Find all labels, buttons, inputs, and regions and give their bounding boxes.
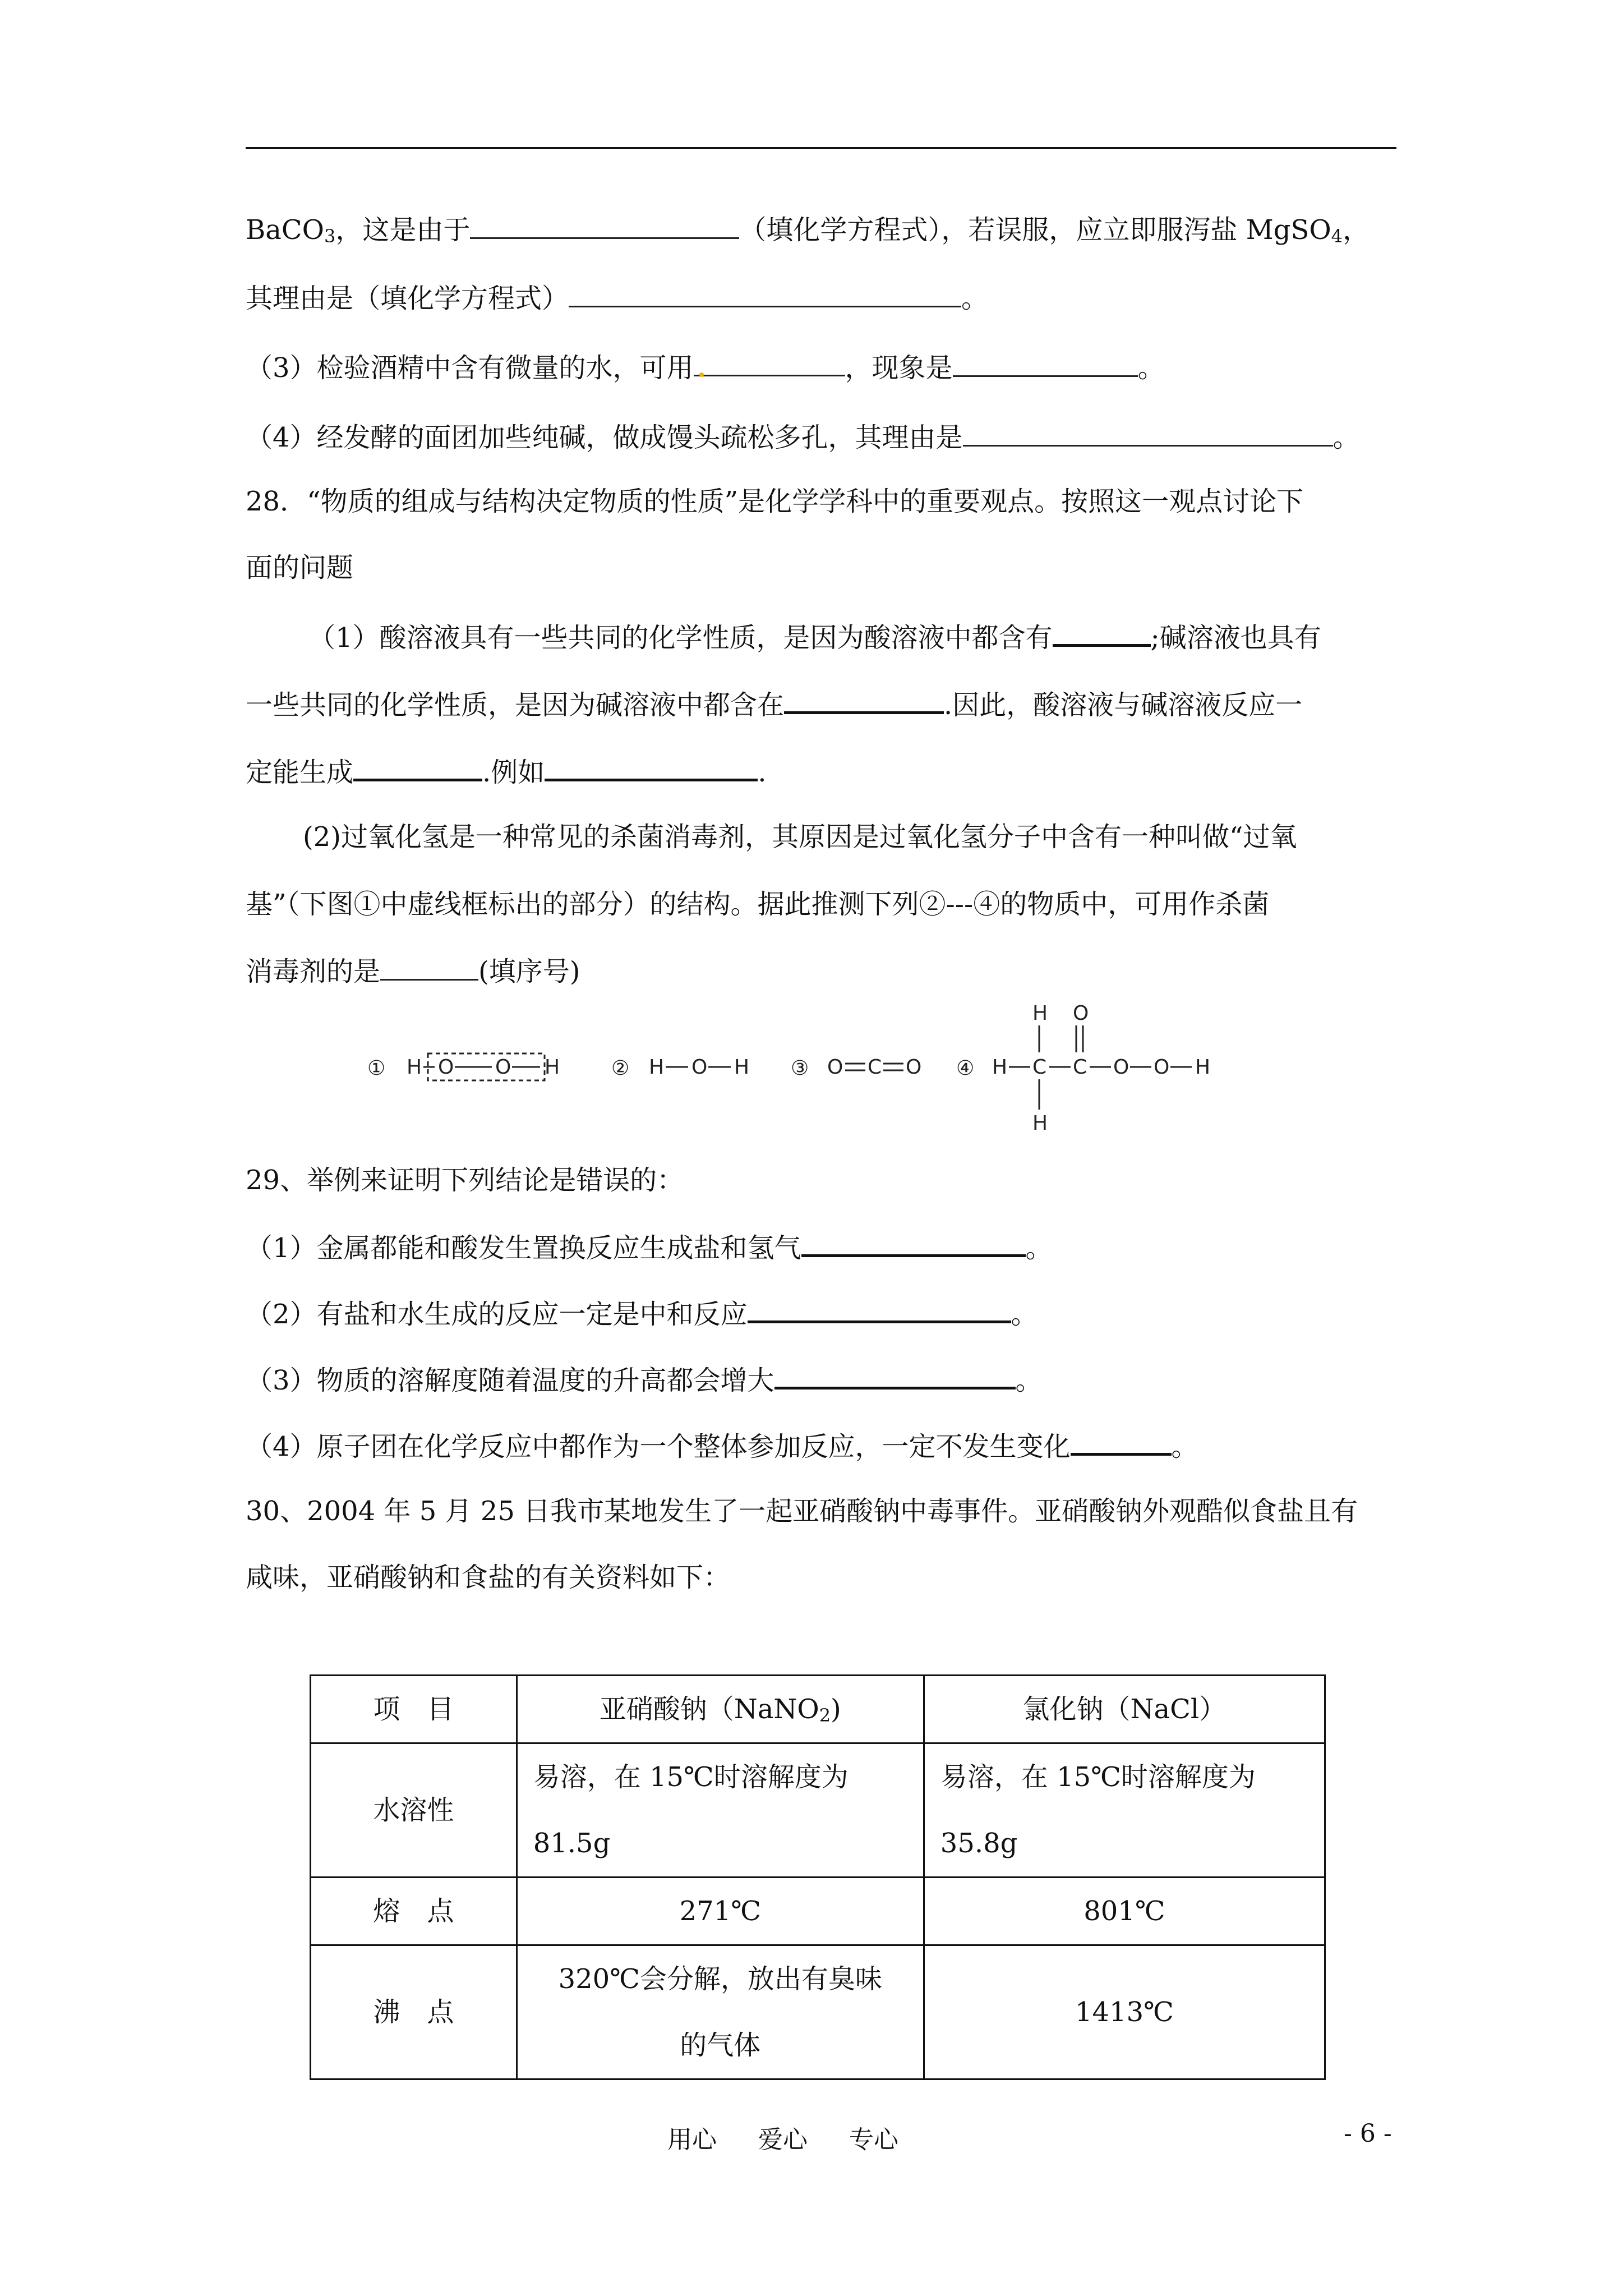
text: 定能生成 (246, 757, 354, 788)
answer-blank[interactable] (694, 350, 845, 376)
table-cell: 易溶，在 15℃时溶解度为 81.5g (517, 1743, 924, 1878)
text: （4）经发酵的面团加些纯碱，做成馒头疏松多孔，其理由是 (246, 422, 963, 453)
text: 。 (1011, 1299, 1038, 1330)
subscript: 3 (324, 226, 336, 247)
table-cell: 易溶，在 15℃时溶解度为 35.8g (924, 1743, 1325, 1878)
text: （2）有盐和水生成的反应一定是中和反应 (246, 1299, 748, 1330)
row-label: 熔 点 (311, 1878, 517, 1945)
text: . (758, 757, 767, 788)
table-row (311, 1743, 1325, 1878)
text-line (308, 619, 1321, 656)
question-30: 30、2004 年 5 月 25 日我市某地发生了一起亚硝酸钠中毒事件。亚硝酸钠外观酷似食盐且有 (246, 1496, 1358, 1527)
footer-slogan (667, 2119, 932, 2155)
text: 。 (1025, 1232, 1053, 1264)
structure-label-3: ③ (791, 1057, 809, 1080)
svg-text:O: O (1154, 1056, 1170, 1079)
text-line: 面的问题 (246, 552, 354, 583)
svg-text:O: O (438, 1056, 454, 1079)
subscript: 4 (1331, 226, 1343, 247)
answer-blank[interactable] (953, 351, 1138, 377)
text-line (246, 754, 767, 790)
svg-text:H: H (1195, 1056, 1211, 1079)
answer-blank[interactable] (1071, 1428, 1172, 1456)
svg-text:O: O (906, 1056, 922, 1079)
structure-label-2: ② (611, 1057, 630, 1080)
structure-label-4: ④ (956, 1057, 975, 1080)
text: BaCO (246, 214, 324, 246)
text-line (246, 687, 1302, 723)
text: 。 (1137, 352, 1165, 384)
comparison-table (310, 1674, 1326, 2080)
header-rule (246, 147, 1396, 149)
text: ， (1343, 214, 1370, 246)
svg-text:H: H (407, 1056, 422, 1079)
text: 一些共同的化学性质，是因为碱溶液中都含在 (246, 689, 785, 721)
svg-text:H: H (545, 1056, 560, 1079)
svg-text:C: C (868, 1056, 882, 1079)
table-header-row (311, 1676, 1325, 1743)
header-cell: 氯化钠（NaCl） (924, 1676, 1325, 1743)
text-line (246, 1230, 1053, 1266)
answer-blank[interactable] (774, 1362, 1016, 1389)
text: （3）检验酒精中含有微量的水，可用 (246, 352, 694, 384)
row-label: 水溶性 (311, 1743, 517, 1878)
molecular-structures-figure (362, 997, 1231, 1135)
text: 。 (1332, 422, 1360, 453)
table-row (311, 1878, 1325, 1945)
text: .例如 (482, 757, 545, 788)
svg-text:O: O (495, 1056, 511, 1079)
answer-blank[interactable] (545, 754, 758, 781)
svg-text:C: C (1032, 1056, 1047, 1079)
text-line (246, 1296, 1038, 1332)
header-cell: 亚硝酸钠（NaNO$_2$) (517, 1676, 924, 1743)
text: （1）金属都能和酸发生置换反应生成盐和氢气 (246, 1232, 801, 1264)
footer-item: 爱心 (758, 2125, 808, 2154)
text-line: 基”（下图①中虚线框标出的部分）的结构。据此推测下列②---④的物质中，可用作杀菌 (246, 889, 1270, 920)
text-line: 咸味，亚硝酸钠和食盐的有关资料如下： (246, 1562, 731, 1593)
text-line (246, 954, 580, 990)
answer-blank[interactable] (801, 1230, 1026, 1257)
svg-text:H: H (992, 1056, 1008, 1079)
svg-text:O: O (1073, 1002, 1089, 1025)
question-28: 28．“物质的组成与结构决定物质的性质”是化学学科中的重要观点。按照这一观点讨论下 (246, 486, 1304, 517)
text: （4）原子团在化学反应中都作为一个整体参加反应，一定不发生变化 (246, 1431, 1071, 1462)
text: ，现象是 (845, 352, 953, 384)
svg-text:O: O (827, 1056, 843, 1079)
answer-blank[interactable] (353, 754, 482, 781)
text: 。 (961, 283, 989, 314)
svg-text:O: O (691, 1056, 708, 1079)
text-line (246, 1362, 1043, 1398)
text: 其理由是（填化学方程式） (246, 283, 569, 314)
text: 。 (1171, 1431, 1198, 1462)
svg-text:H: H (649, 1056, 665, 1079)
text: （1）酸溶液具有一些共同的化学性质，是因为酸溶液中都含有 (308, 622, 1053, 654)
svg-text:C: C (1073, 1056, 1087, 1079)
answer-blank[interactable] (963, 420, 1333, 447)
text-line (246, 1428, 1198, 1465)
answer-blank[interactable] (1053, 619, 1151, 647)
text-line (246, 420, 1360, 455)
answer-blank[interactable] (748, 1296, 1011, 1323)
text: （3）物质的溶解度随着温度的升高都会增大 (246, 1365, 774, 1396)
table-cell: 1413℃ (924, 1945, 1325, 2079)
text-line (246, 280, 988, 316)
page-number: - 6 - (1344, 2119, 1392, 2148)
header-cell: 项 目 (311, 1676, 517, 1743)
text-line: (2)过氧化氢是一种常见的杀菌消毒剂，其原因是过氧化氢分子中含有一种叫做“过氧 (303, 821, 1297, 853)
text: .因此，酸溶液与碱溶液反应一 (944, 689, 1303, 721)
text-line (246, 350, 1165, 386)
question-29: 29、举例来证明下列结论是错误的： (246, 1165, 684, 1196)
answer-blank[interactable] (569, 281, 961, 307)
svg-text:H: H (734, 1056, 750, 1079)
svg-text:H: H (1032, 1002, 1048, 1025)
svg-text:O: O (1113, 1056, 1129, 1079)
structure-label-1: ① (367, 1057, 386, 1080)
answer-blank[interactable] (380, 954, 478, 981)
text-line (246, 212, 1370, 248)
answer-blank[interactable] (784, 687, 944, 714)
text: ;碱溶液也具有 (1150, 622, 1321, 654)
text: （填化学方程式），若误服，应立即服泻盐 MgSO (739, 214, 1331, 246)
table-cell: 801℃ (924, 1878, 1325, 1945)
text: 。 (1015, 1365, 1043, 1396)
highlight-dot (699, 372, 704, 377)
answer-blank[interactable] (470, 213, 739, 239)
row-label: 沸 点 (311, 1945, 517, 2079)
footer-item: 用心 (667, 2125, 717, 2154)
text: (填序号) (478, 956, 580, 987)
text: ，这是由于 (335, 214, 471, 246)
footer-item: 专心 (849, 2125, 898, 2154)
table-row (311, 1945, 1325, 2079)
table-cell: 320℃会分解，放出有臭味 的气体 (517, 1945, 924, 2079)
table-cell: 271℃ (517, 1878, 924, 1945)
text: 消毒剂的是 (246, 956, 381, 987)
svg-text:H: H (1032, 1112, 1048, 1135)
